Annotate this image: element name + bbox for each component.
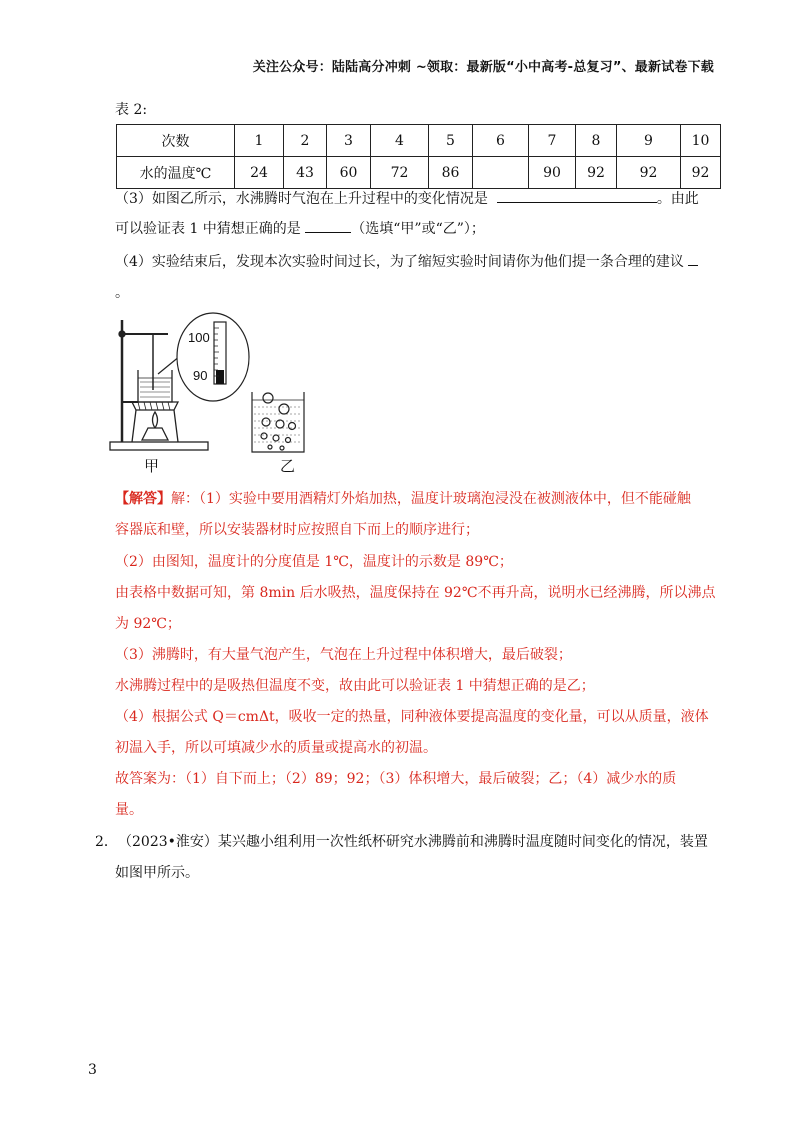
table-cell: 2 [284, 125, 327, 157]
row-header-counts: 次数 [117, 125, 235, 157]
page-number: 3 [88, 1062, 97, 1078]
answer-blank-guess [305, 218, 351, 233]
question-3-line-1 [115, 188, 699, 209]
table-cell: 60 [327, 157, 371, 189]
answer-line-4: 由表格中数据可知，第 8min 后水吸热，温度保持在 92℃不再升高，说明水已经沸腾，所以沸点 [115, 585, 716, 601]
table-cell: 3 [327, 125, 371, 157]
question-3-line-2 [115, 218, 485, 239]
question-3-text: （3）如图乙所示，水沸腾时气泡在上升过程中的变化情况是 [115, 191, 488, 207]
question-2-number: 2． [95, 834, 118, 850]
figure-caption-yi: 乙 [280, 457, 296, 475]
alcohol-lamp [142, 428, 168, 440]
answer-line-5: 为 92℃； [115, 616, 181, 632]
lamp-flame [153, 412, 158, 428]
answer-line-11: 量。 [115, 802, 143, 818]
data-table-2 [116, 124, 721, 189]
bubble [276, 420, 284, 428]
question-4-line-1 [115, 251, 698, 272]
answer-line-3: （2）由图知，温度计的分度值是 1℃，温度计的示数是 89℃； [115, 554, 513, 570]
question-3-text-2: 可以验证表 1 中猜想正确的是 [115, 221, 301, 237]
table-cell: 10 [681, 125, 721, 157]
table-cell: 8 [576, 125, 617, 157]
callout-bubble [177, 313, 249, 401]
stand-leg-left [132, 410, 136, 442]
answer-tag: 【解答】 [115, 491, 171, 507]
answer-blank-suggestion [688, 251, 698, 266]
question-3-text-end: 。由此 [656, 191, 699, 207]
answer-line-2: 容器底和壁，所以安装器材时应按照自下而上的顺序进行； [115, 522, 479, 538]
answer-line-7: 水沸腾过程中的是吸热但温度不变，故由此可以验证表 1 中猜想正确的是乙； [115, 678, 595, 694]
answer-text: 解：（1）实验中要用酒精灯外焰加热，温度计玻璃泡浸没在被测液体中，但不能碰触 [171, 491, 691, 507]
gauze-mesh [138, 402, 170, 410]
mercury-column [216, 370, 224, 384]
answer-blank-bubble-change [497, 188, 657, 203]
table-cell: 5 [429, 125, 473, 157]
clamp-knob [119, 331, 125, 337]
question-2-line-1: （2023•淮安）某兴趣小组利用一次性纸杯研究水沸腾前和沸腾时温度随时间变化的情况，装置 [118, 834, 708, 850]
table-cell: 9 [617, 125, 681, 157]
stand-leg-right [174, 410, 178, 442]
bubble [279, 404, 289, 414]
table-cell: 43 [284, 157, 327, 189]
question-4-text: （4）实验结束后，发现本次实验时间过长，为了缩短实验时间请你为他们提一条合理的建议 [115, 254, 684, 270]
bubble [286, 438, 291, 443]
page-header: 关注公众号：陆陆高分冲刺 ~领取：最新版“小中高考-总复习”、最新试卷下载 [252, 60, 714, 75]
answer-line-8: （4）根据公式 Q＝cmΔt，吸收一定的热量，同种液体要提高温度的变化量，可以从质量，液体 [115, 709, 709, 725]
table-cell: 92 [617, 157, 681, 189]
water-lines [140, 382, 170, 397]
experiment-figure [108, 312, 338, 462]
table-cell: 92 [681, 157, 721, 189]
beaker-yi-body [252, 392, 304, 452]
thermo-label-90: 90 [193, 368, 208, 383]
table-cell: 86 [429, 157, 473, 189]
table-cell: 72 [371, 157, 429, 189]
bubble [261, 433, 267, 439]
table-cell: 92 [576, 157, 617, 189]
table-cell: 4 [371, 125, 429, 157]
table-cell: 1 [235, 125, 284, 157]
table-cell-empty [473, 157, 529, 189]
table-cell: 90 [529, 157, 576, 189]
answer-line-9: 初温入手，所以可填减少水的质量或提高水的初温。 [115, 740, 437, 756]
table-cell: 24 [235, 157, 284, 189]
bubble [268, 445, 272, 449]
answer-line-6: （3）沸腾时，有大量气泡产生，气泡在上升过程中体积增大，最后破裂； [115, 647, 572, 663]
question-4-line-2: 。 [115, 285, 129, 301]
table-cell: 7 [529, 125, 576, 157]
bubble [273, 435, 279, 441]
bubble [262, 418, 270, 426]
figure-caption-jia: 甲 [144, 457, 160, 475]
thermo-label-100: 100 [188, 330, 210, 345]
answer-line-10: 故答案为：（1）自下而上；（2）89；92；（3）体积增大，最后破裂；乙；（4）减少水的质 [115, 771, 677, 787]
bubble [280, 446, 284, 450]
table-cell: 6 [473, 125, 529, 157]
answer-line-1 [115, 489, 691, 509]
beaker-yi [252, 392, 304, 452]
stand-base [110, 442, 208, 450]
table-row-counts [117, 125, 721, 157]
row-header-temps: 水的温度℃ [117, 157, 235, 189]
question-2-line-2: 如图甲所示。 [115, 865, 199, 881]
question-3-text-2-end: （选填“甲”或“乙”）； [351, 221, 485, 237]
table-row-temps [117, 157, 721, 189]
table-caption: 表 2: [115, 102, 148, 118]
bubble [263, 393, 273, 403]
bubble [289, 423, 296, 430]
